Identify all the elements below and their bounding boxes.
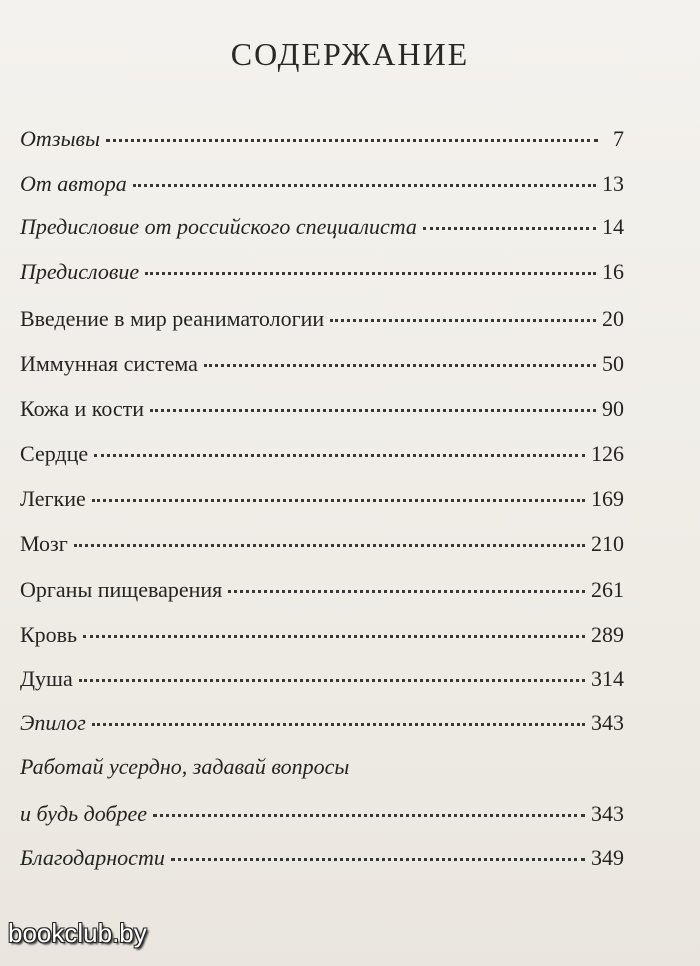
toc-label: Предисловие	[20, 259, 140, 284]
toc-label: Органы пищеварения	[20, 577, 223, 602]
toc-row	[20, 620, 624, 650]
toc-page-number: 16	[602, 259, 624, 284]
toc-row	[20, 257, 624, 287]
toc-page-number: 14	[602, 214, 624, 239]
toc-row	[20, 575, 624, 605]
toc-row	[20, 708, 624, 738]
toc-row	[20, 664, 624, 694]
dot-leader	[150, 408, 596, 412]
toc-label: Мозг	[20, 531, 68, 556]
toc-page-number: 13	[602, 171, 624, 196]
toc-row	[20, 169, 624, 199]
dot-leader	[228, 589, 585, 593]
dot-leader	[79, 678, 585, 682]
toc-label: Введение в мир реаниматологии	[20, 306, 325, 331]
toc-page-number: 210	[591, 531, 624, 556]
page-title: СОДЕРЖАНИЕ	[230, 36, 470, 72]
table-of-contents	[20, 0, 624, 966]
toc-page-number: 289	[591, 622, 624, 647]
dot-leader	[330, 318, 596, 322]
toc-row	[20, 124, 624, 154]
toc-row	[20, 843, 624, 873]
toc-label: Благодарности	[20, 845, 165, 870]
toc-page-number: 50	[602, 351, 624, 376]
dot-leader	[171, 857, 585, 861]
toc-label: Иммунная система	[20, 351, 198, 376]
toc-label: От автора	[20, 171, 127, 196]
toc-row	[20, 349, 624, 379]
watermark-logo: bookclub.by	[8, 918, 147, 948]
toc-page-number: 20	[602, 306, 624, 331]
toc-label: Эпилог	[20, 710, 86, 735]
toc-label: Кожа и кости	[20, 396, 145, 421]
dot-leader	[204, 363, 596, 367]
dot-leader	[92, 722, 585, 726]
dot-leader	[133, 183, 596, 187]
toc-page-number: 349	[591, 845, 624, 870]
toc-label: и будь добрее	[20, 801, 148, 826]
toc-row	[20, 212, 624, 242]
toc-page-number: 314	[591, 666, 624, 691]
toc-row	[20, 752, 624, 782]
toc-page-number: 343	[591, 710, 624, 735]
toc-row	[20, 394, 624, 424]
toc-page-number: 169	[591, 486, 624, 511]
toc-row	[20, 304, 624, 334]
toc-label: Работай усердно, задавай вопросы	[20, 754, 350, 779]
dot-leader	[106, 138, 598, 142]
toc-row	[20, 484, 624, 514]
toc-row	[20, 529, 624, 559]
dot-leader	[153, 813, 585, 817]
dot-leader	[94, 453, 585, 457]
toc-label: Легкие	[20, 486, 86, 511]
toc-page-number: 261	[591, 577, 624, 602]
toc-page-number: 126	[591, 441, 624, 466]
toc-page-number: 7	[613, 126, 624, 151]
toc-label: Сердце	[20, 441, 89, 466]
toc-row	[20, 439, 624, 469]
dot-leader	[92, 498, 585, 502]
toc-row	[20, 799, 624, 829]
dot-leader	[423, 226, 596, 230]
dot-leader	[83, 634, 585, 638]
toc-label: Кровь	[20, 622, 78, 647]
dot-leader	[145, 271, 596, 275]
toc-page-number: 343	[591, 801, 624, 826]
toc-label: Отзывы	[20, 126, 100, 151]
toc-label: Душа	[20, 666, 73, 691]
toc-label: Предисловие от российского специалиста	[20, 214, 417, 239]
dot-leader	[74, 543, 585, 547]
toc-page-number: 90	[602, 396, 624, 421]
